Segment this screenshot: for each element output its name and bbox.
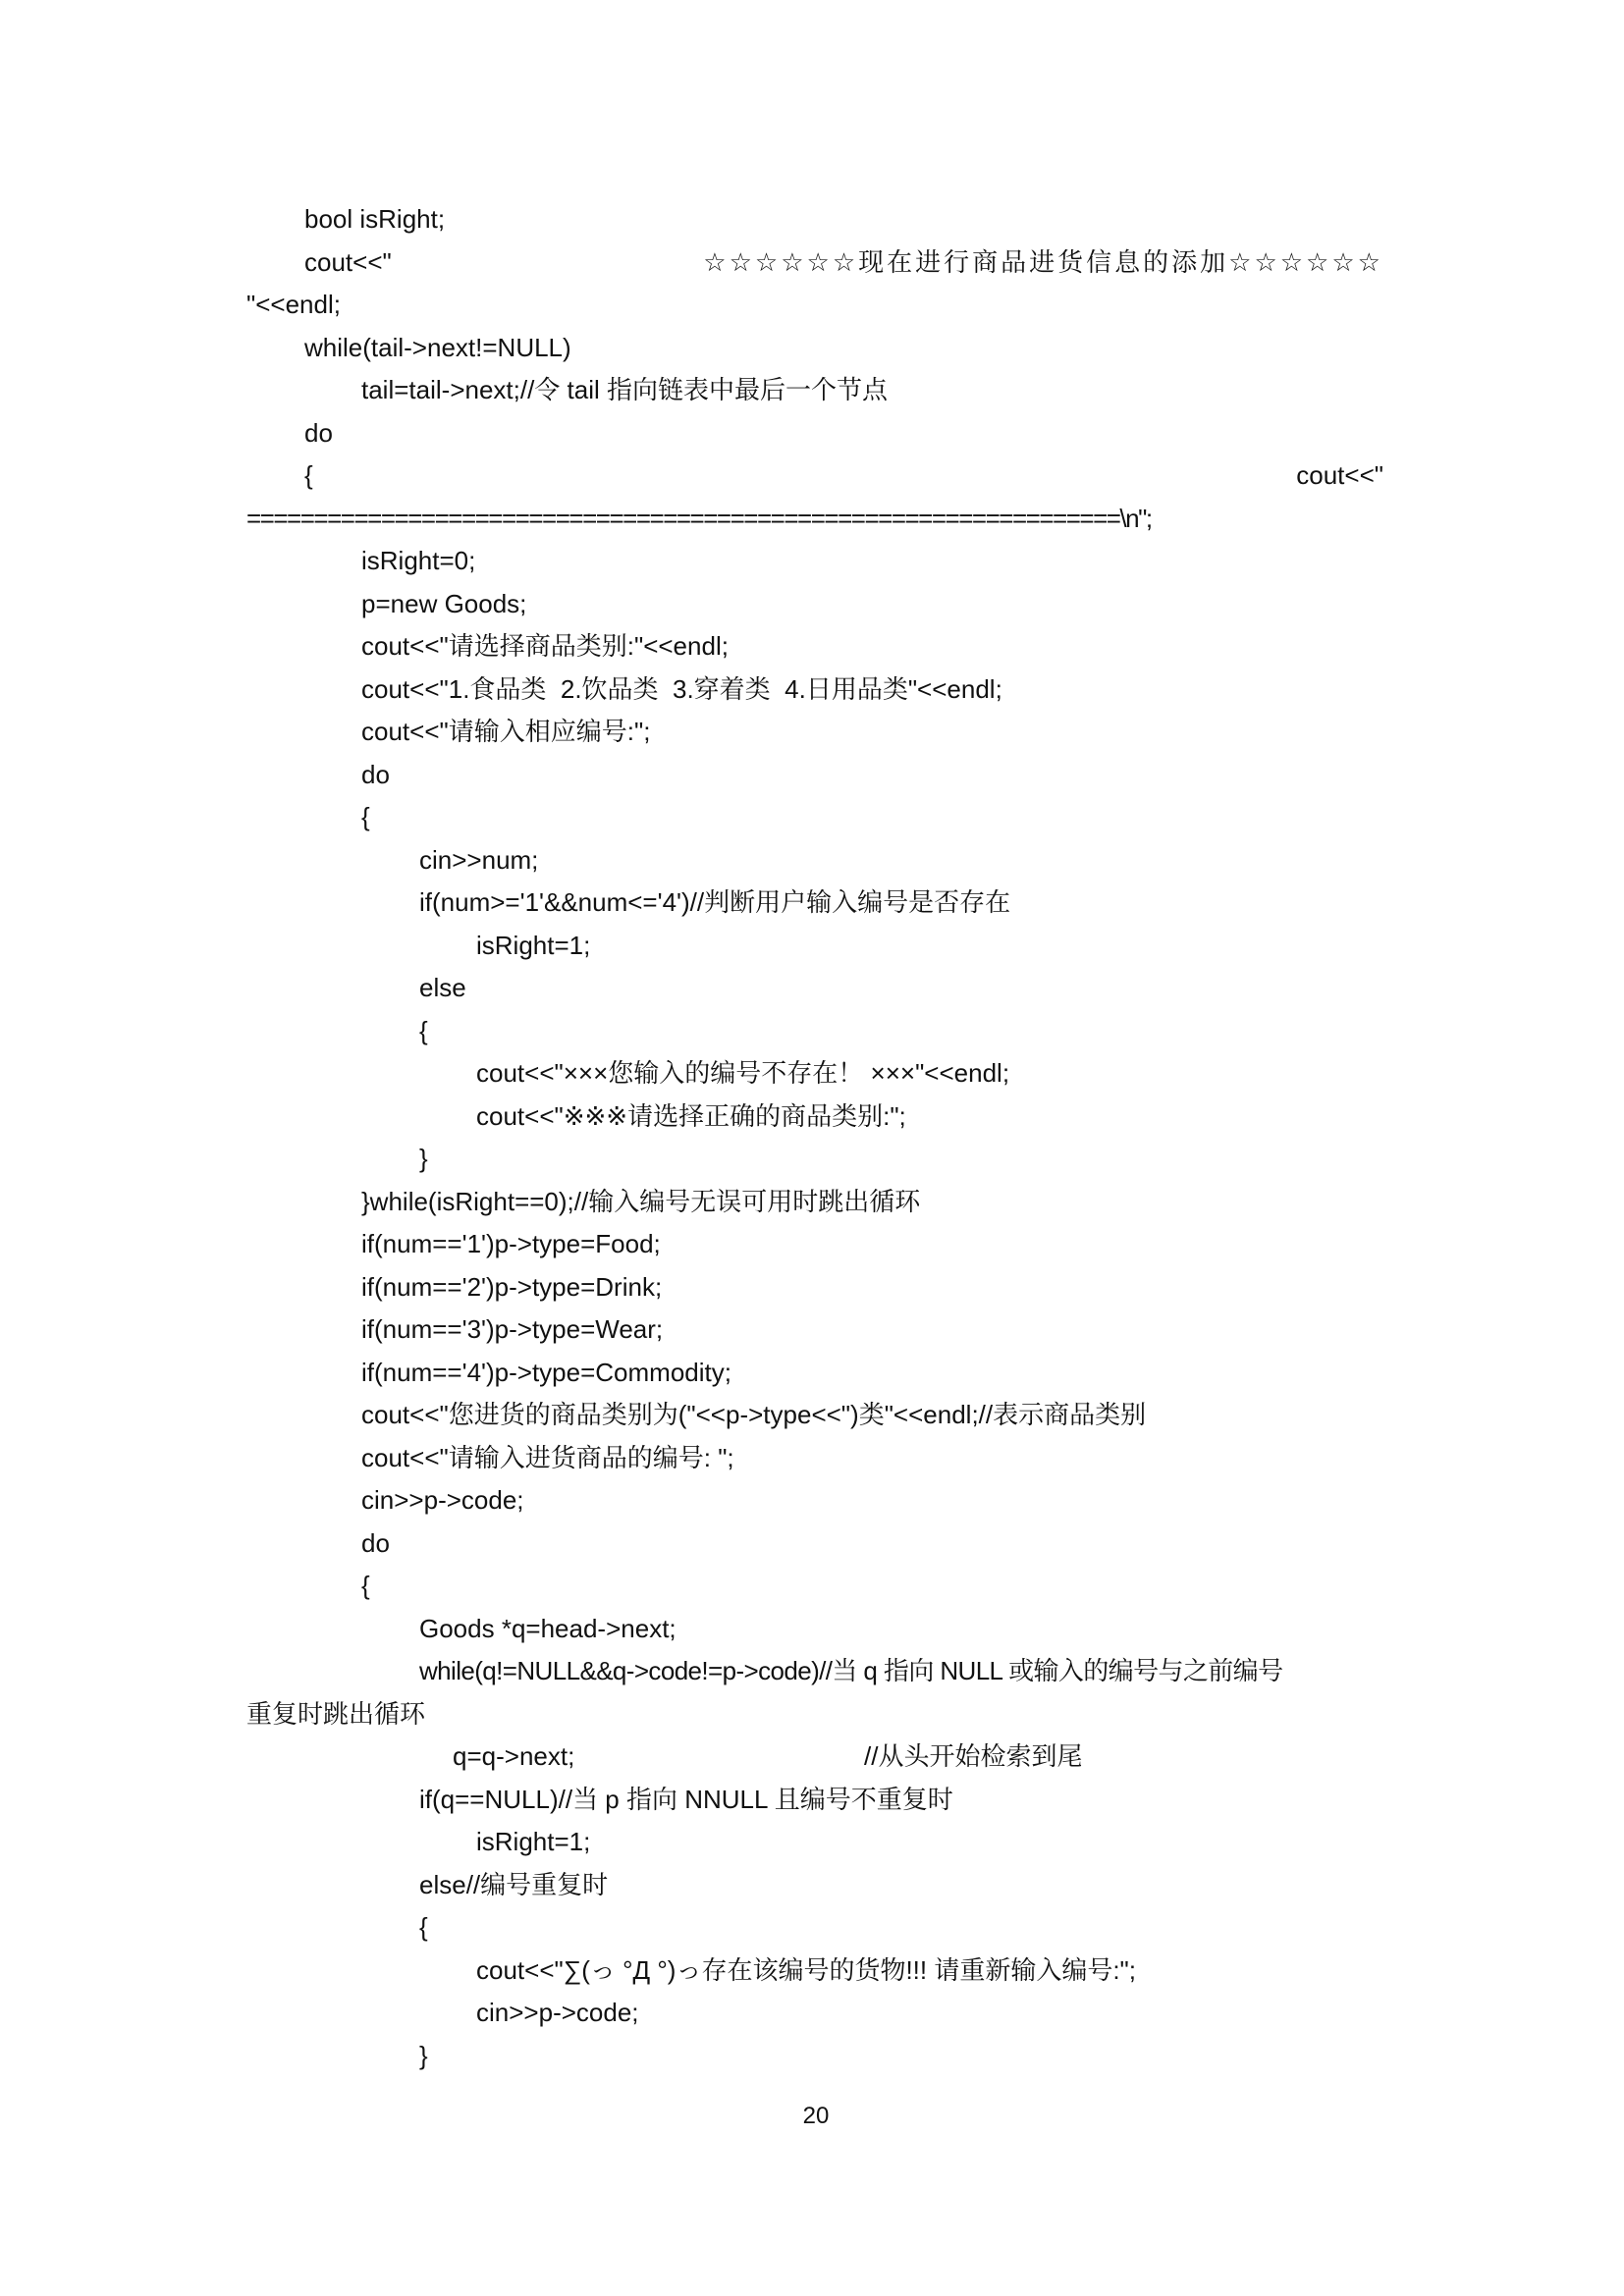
code-line: =================================================================\n"; <box>246 504 1152 533</box>
code-line: else <box>419 973 466 1002</box>
code-line: p=new Goods; <box>361 589 527 618</box>
code-line: while(q!=NULL&&q->code!=p->code)//当 q 指向 NULL 或输入的编号与之前编号 <box>419 1656 1283 1685</box>
code-line: q=q->next; <box>453 1741 575 1771</box>
code-line: tail=tail->next;//令 tail 指向链表中最后一个节点 <box>361 375 888 404</box>
code-line: cin>>p->code; <box>361 1485 524 1515</box>
code-line: cout<<" <box>1296 460 1383 490</box>
code-line-stars: ☆☆☆☆☆☆现在进行商品进货信息的添加☆☆☆☆☆☆ <box>703 247 1383 277</box>
code-line: bool isRight; <box>304 204 446 234</box>
code-line: if(num=='3')p->type=Wear; <box>361 1314 664 1344</box>
code-line: do <box>361 1528 390 1558</box>
code-line: { <box>361 1571 370 1600</box>
code-line: cout<<"请输入进货商品的编号: "; <box>361 1443 734 1472</box>
code-line: cout<<"您进货的商品类别为("<<p->type<<")类"<<endl;//表示商品类别 <box>361 1400 1147 1429</box>
code-line: isRight=0; <box>361 546 476 575</box>
code-line: }while(isRight==0);//输入编号无误可用时跳出循环 <box>361 1187 921 1216</box>
code-line: } <box>419 2041 428 2070</box>
code-line: { <box>419 1016 428 1045</box>
code-line: else//编号重复时 <box>419 1870 609 1899</box>
code-line: if(num>='1'&&num<='4')//判断用户输入编号是否存在 <box>419 887 1011 917</box>
code-line: if(num=='4')p->type=Commodity; <box>361 1358 731 1387</box>
code-line: } <box>419 1144 428 1173</box>
code-line: if(num=='2')p->type=Drink; <box>361 1272 663 1302</box>
code-line: if(q==NULL)//当 p 指向 NNULL 且编号不重复时 <box>419 1785 953 1814</box>
code-line: "<<endl; <box>246 290 341 319</box>
code-line: while(tail->next!=NULL) <box>304 333 571 362</box>
page-number: 20 <box>802 2103 830 2129</box>
code-line: { <box>419 1912 428 1942</box>
code-line: do <box>361 760 390 789</box>
code-line: cout<<"请输入相应编号:"; <box>361 717 651 746</box>
code-line: { <box>361 802 370 831</box>
code-line: cout<<"×××您输入的编号不存在！ ×××"<<endl; <box>476 1058 1010 1088</box>
code-line: //从头开始检索到尾 <box>864 1741 1083 1771</box>
code-line: if(num=='1')p->type=Food; <box>361 1229 661 1258</box>
code-line: cout<<"∑(っ °Д °)っ存在该编号的货物!!! 请重新输入编号:"; <box>476 1955 1137 1985</box>
code-line: { <box>304 460 313 490</box>
code-line: cout<<"请选择商品类别:"<<endl; <box>361 631 729 661</box>
code-line: isRight=1; <box>476 931 591 960</box>
code-line: cout<<"1.食品类 2.饮品类 3.穿着类 4.日用品类"<<endl; <box>361 674 1002 704</box>
code-line: Goods *q=head->next; <box>419 1614 677 1643</box>
code-line: cin>>p->code; <box>476 1998 639 2027</box>
code-line: cout<<" <box>304 247 392 277</box>
code-line: 重复时跳出循环 <box>246 1699 426 1729</box>
code-line: cout<<"※※※请选择正确的商品类别:"; <box>476 1101 906 1131</box>
code-line: cin>>num; <box>419 845 539 875</box>
code-line: do <box>304 418 333 448</box>
code-line: isRight=1; <box>476 1827 591 1856</box>
